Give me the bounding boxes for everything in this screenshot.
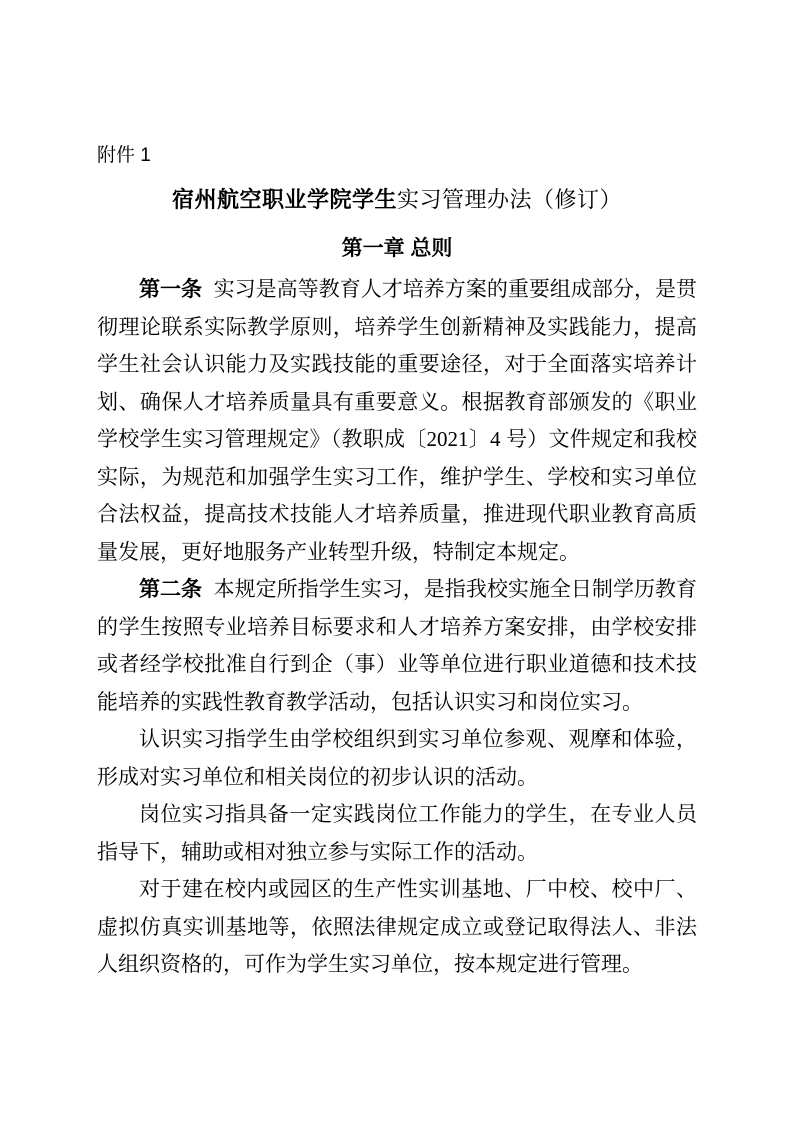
paragraph-cognition-internship: [97, 721, 697, 796]
attachment-label: 附件 1: [97, 145, 151, 166]
document-title: [97, 184, 697, 216]
paragraph-post-internship: [97, 796, 697, 871]
paragraph-text: 认识实习指学生由学校组织到实习单位参观、观摩和体验，形成对实习单位和相关岗位的初步认识的活动。: [97, 727, 697, 789]
paragraph-article-2: [97, 571, 697, 721]
document-body: [97, 271, 697, 984]
paragraph-training-base: [97, 871, 697, 984]
paragraph-article-1: [97, 271, 697, 571]
article-2-text: 本规定所指学生实习，是指我校实施全日制学历教育的学生按照专业培养目标要求和人才培养方案安排，由学校安排或者经学校批准自行到企（事）业等单位进行职业道德和技术技能培养的实践性教育教学活动，包括认识实习和岗位实习。: [97, 577, 698, 714]
paragraph-text: 岗位实习指具备一定实践岗位工作能力的学生，在专业人员指导下，辅助或相对独立参与实际工作的活动。: [97, 802, 697, 864]
chapter-heading: 第一章 总则: [341, 237, 453, 260]
article-1-number: 第一条: [139, 277, 203, 301]
document-title-bold-part: 宿州航空职业学院学生: [171, 187, 397, 212]
document-title-regular-part: 实习管理办法（修订）: [397, 187, 623, 212]
article-1-text: 实习是高等教育人才培养方案的重要组成部分，是贯彻理论联系实际教学原则，培养学生创新精神及实践能力，提高学生社会认识能力及实践技能的重要途径，对于全面落实培养计划、确保人才培养质量具有重要意义。根据教育部颁发的《职业学校学生实习管理规定》（教职成〔2021〕4 号）文件规定和我校实际，为规范和加强学生实习工作，维护学生、学校和实习单位合法权益，提高技术技能人才培养质量，推进现代职业教育高质量发展，更好地服务产业转型升级，特制定本规定。: [97, 277, 698, 564]
article-2-number: 第二条: [139, 577, 203, 601]
paragraph-text: 对于建在校内或园区的生产性实训基地、厂中校、校中厂、虚拟仿真实训基地等，依照法律规定成立或登记取得法人、非法人组织资格的，可作为学生实习单位，按本规定进行管理。: [97, 877, 697, 976]
